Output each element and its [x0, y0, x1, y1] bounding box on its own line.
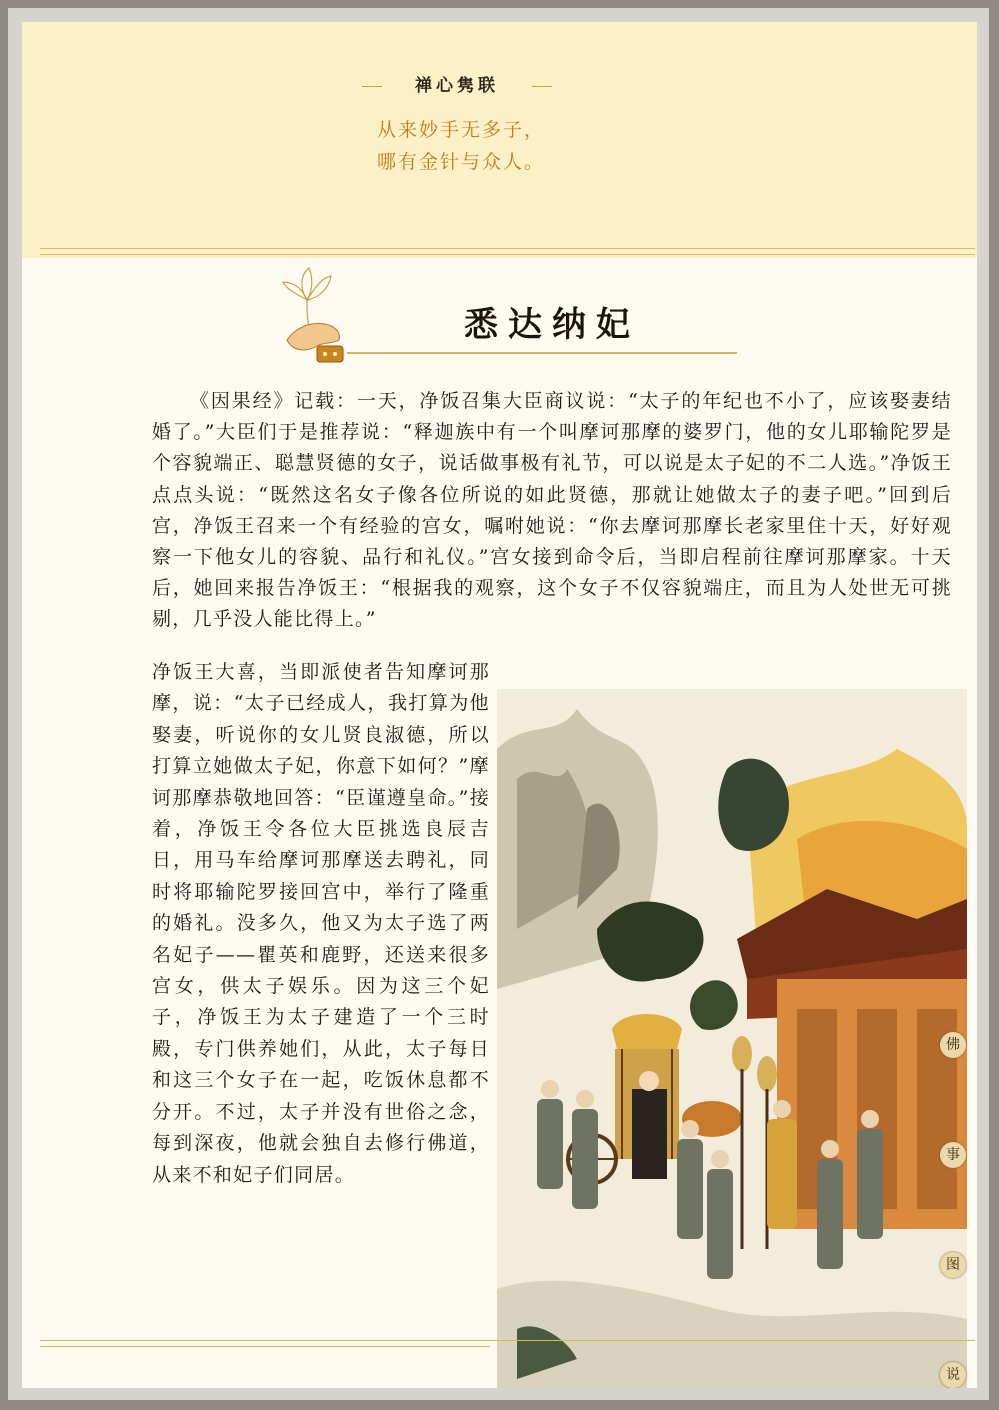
side-tab-4: 说 [940, 1362, 966, 1388]
book-page [22, 22, 977, 1388]
motto-line-1: 从来妙手无多子， [377, 119, 546, 141]
illustration-painting [497, 689, 967, 1388]
title-underline [347, 352, 737, 354]
series-title-text: 禅心隽联 [415, 76, 499, 96]
article-title: 悉达纳妃 [464, 305, 640, 345]
article-body-full [152, 386, 952, 636]
footer-rule-top [40, 1340, 975, 1341]
side-tab-1: 佛 [940, 1032, 966, 1058]
title-ornament-right [532, 86, 552, 87]
side-tab-2: 事 [940, 1142, 966, 1168]
paragraph-full: 《因果经》记载：一天，净饭召集大臣商议说：“太子的年纪也不小了，应该娶妻结婚了。”大臣们于是推荐说：“释迦族中有一个叫摩诃那摩的婆罗门，他的女儿耶输陀罗是个容貌端正、聪慧贤德的女子，说话做事极有礼节，可以说是太子妃的不二人选。”净饭王点点头说：“既然这名女子像各位所说的如此贤德，那就让她做太子的妻子吧。”回到后宫，净饭王召来一个有经验的宫女，嘱咐她说：“你去摩诃那摩长老家里住十天，好好观察一下他女儿的容貌、品行和礼仪。”宫女接到命令后，当即启程前往摩诃那摩家。十天后，她回来报告净饭王：“根据我的观察，这个女子不仅容貌端庄，而且为人处世无可挑剔，几乎没人能比得上。” [152, 390, 952, 631]
page-frame [8, 8, 989, 1400]
side-tab-3: 图 [940, 1252, 966, 1278]
footer-rule-bottom [40, 1346, 490, 1347]
series-title [352, 66, 562, 106]
paragraph-narrow: 净饭王大喜，当即派使者告知摩诃那摩，说：“太子已经成人，我打算为他娶妻，听说你的女儿贤良淑德，所以打算立她做太子妃，你意下如何？”摩诃那摩恭敬地回答：“臣谨遵皇命。”接着，净饭王令各位大臣挑选良辰吉日，用马车给摩诃那摩送去聘礼，同时将耶输陀罗接回宫中，举行了隆重的婚礼。没多久，他又为太子选了两名妃子——瞿英和鹿野，还送来很多宫女，供太子娱乐。因为这三个妃子，净饭王为太子建造了一个三时殿，专门供养她们，从此，太子每日和这三个女子在一起，吃饭休息都不分开。不过，太子并没有世俗之念，每到深夜，他就会独自去修行佛道，从来不和妃子们同居。 [152, 661, 490, 1186]
lotus-hand-icon [277, 260, 357, 368]
header-rule-bottom [40, 254, 975, 255]
motto-line-2: 哪有金针与众人。 [377, 151, 546, 173]
article-header [277, 260, 747, 370]
header-rule-top [40, 248, 975, 249]
article-body-narrow [152, 657, 490, 1191]
header-band [22, 22, 977, 258]
motto [377, 114, 677, 178]
title-ornament-left [362, 86, 382, 87]
